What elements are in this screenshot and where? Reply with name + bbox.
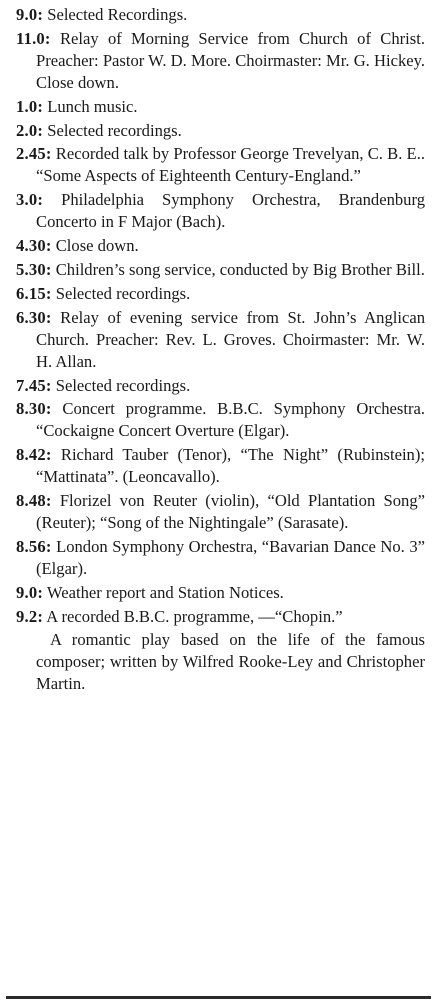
programme-entry — [16, 536, 425, 580]
programme-note: A romantic play based on the life of the famous composer; written by Wilfred Rooke-Ley and Christopher Martin. — [36, 630, 425, 694]
entry-text: Children’s song service, conducted by Big Brother Bill. — [51, 259, 425, 279]
programme-entry — [16, 96, 425, 118]
programme-entry — [16, 189, 425, 233]
entry-time: 8.30: — [16, 399, 52, 419]
programme-entry — [16, 259, 425, 281]
bottom-rule — [6, 996, 431, 999]
entry-time: 4.30: — [16, 236, 52, 256]
entry-text: Selected recordings. — [43, 120, 182, 140]
entry-text: A recorded B.B.C. programme, —“Chopin.” — [43, 606, 343, 626]
programme-entry — [16, 398, 425, 442]
entry-text: Relay of Morning Service from Church of Christ. Preacher: Pastor W. D. More. Choirmaster: Mr. G. Hickey. Close down. — [36, 28, 425, 92]
entry-text: Florizel von Reuter (violin), “Old Plantation Song” (Reuter); “Song of the Nightingale” (Sarasate). — [36, 491, 425, 532]
entry-time: 9.2: — [16, 606, 44, 626]
entry-text: Selected recordings. — [51, 375, 191, 395]
entry-text: Recorded talk by Professor George Trevelyan, C. B. E.. “Some Aspects of Eighteenth Century-England.” — [36, 144, 425, 186]
programme-entry — [16, 283, 425, 305]
entry-time: 2.45: — [16, 144, 52, 164]
programme-entry — [16, 582, 425, 604]
entry-time: 2.0: — [16, 120, 44, 140]
entry-text: Concert programme. B.B.C. Symphony Orchestra. “Cockaigne Concert Overture (Elgar). — [36, 399, 425, 441]
entry-text: Selected Recordings. — [43, 5, 188, 24]
entry-time: 1.0: — [16, 96, 44, 116]
programme-entry — [16, 375, 425, 397]
entry-time: 6.15: — [16, 283, 52, 303]
programme-entry — [16, 120, 425, 142]
entry-time: 9.0: — [16, 5, 44, 24]
entry-text: Philadelphia Symphony Orchestra, Brandenburg Concerto in F Major (Bach). — [36, 190, 425, 232]
entry-time: 8.56: — [16, 536, 52, 556]
entry-time: 8.48: — [16, 491, 52, 511]
entry-time: 5.30: — [16, 259, 52, 279]
entry-time: 11.0: — [16, 28, 51, 48]
programme-entry — [16, 490, 425, 534]
entry-text: Relay of evening service from St. John’s Anglican Church. Preacher: Rev. L. Groves. Choirmaster: Mr. W. H. Allan. — [36, 307, 425, 371]
entry-text: Weather report and Station Notices. — [43, 582, 284, 602]
entry-text: Close down. — [51, 236, 139, 256]
entry-time: 7.45: — [16, 375, 52, 395]
entry-time: 9.0: — [16, 582, 44, 602]
entry-text: Richard Tauber (Tenor), “The Night” (Rubinstein); “Mattinata”. (Leoncavallo). — [36, 445, 425, 487]
entry-text: London Symphony Orchestra, “Bavarian Dance No. 3” (Elgar). — [36, 536, 425, 578]
entry-text: Lunch music. — [43, 96, 138, 116]
entry-time: 6.30: — [16, 307, 52, 327]
programme-entry — [16, 28, 425, 94]
programme-entry — [16, 444, 425, 488]
programme-entry — [16, 307, 425, 373]
programme-entry — [16, 235, 425, 257]
entry-text: Selected recordings. — [51, 283, 191, 303]
entry-time: 8.42: — [16, 445, 52, 465]
programme-entry — [16, 143, 425, 187]
entry-time: 3.0: — [16, 190, 44, 210]
programme-entry — [16, 4, 425, 26]
programme-entry — [16, 606, 425, 628]
